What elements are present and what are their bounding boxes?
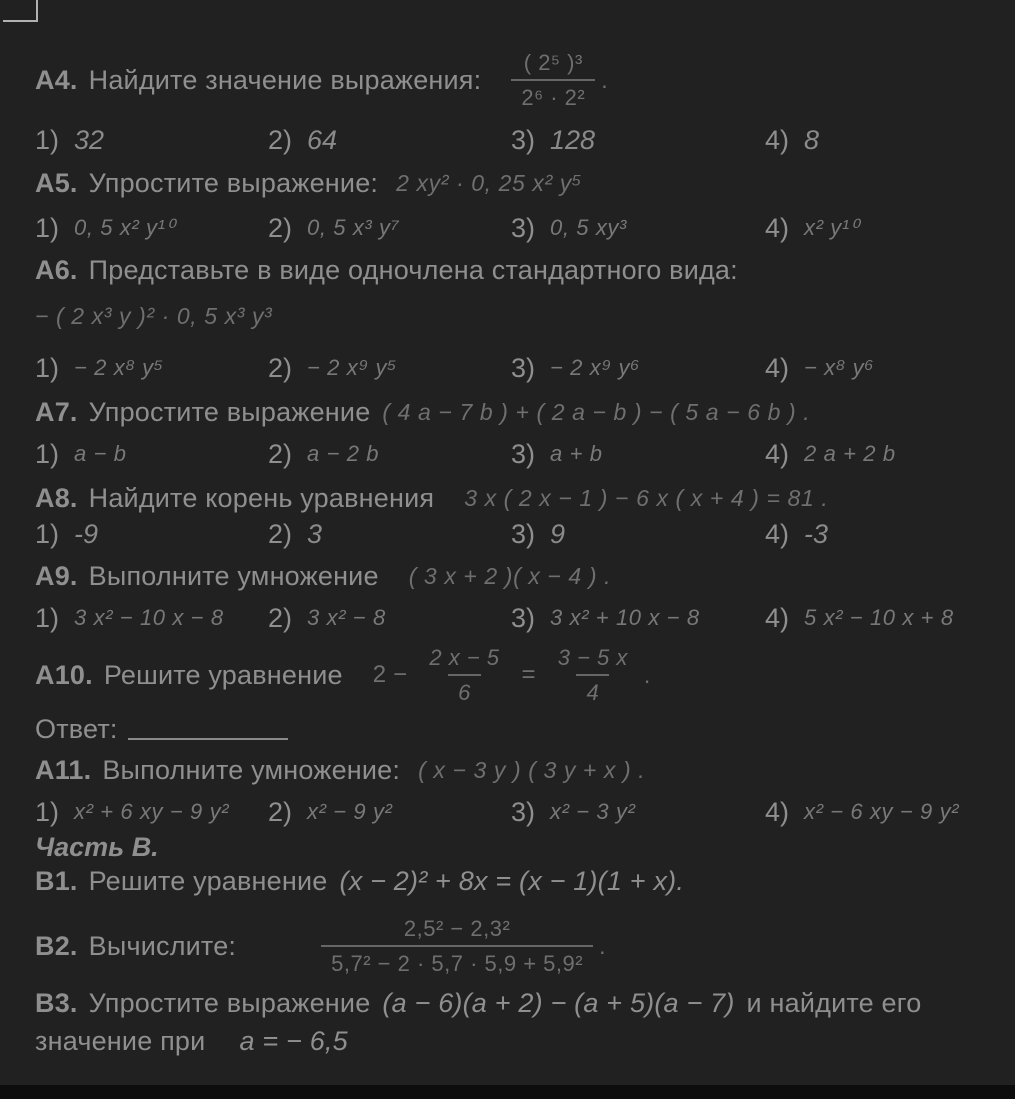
answer-value: x² + 6 xy − 9 y² [74,799,230,824]
problem-a10-fraction-right [548,645,638,706]
answer-number: 4) [765,796,790,827]
answers-a8 [35,516,1007,552]
problem-a4-fraction [511,50,595,111]
answer-number: 1) [35,518,60,549]
period: . [601,66,608,93]
answer-value: 0, 5 xy³ [550,215,627,240]
problem-a4-text: Найдите значение выражения: [88,64,482,95]
answer-value: 128 [550,124,596,155]
answer-value: 32 [74,124,105,155]
answer-value: 3 x² − 10 x − 8 [74,605,224,630]
answer-option [35,213,268,244]
fraction-numerator: 3 − 5 x [557,644,628,670]
answer-number: 1) [35,352,60,383]
answer-option [268,353,511,384]
equals-sign: = [521,661,536,688]
answer-number: 4) [765,212,790,243]
problem-a6-expression: − ( 2 x³ y )² · 0, 5 x³ y³ [35,302,273,329]
answer-value: x² − 3 y² [550,799,636,824]
problem-a4-label: A4. [35,64,78,95]
answers-a11 [35,794,1007,830]
answer-value: 2 a + 2 b [804,441,896,466]
answer-number: 2) [268,212,293,243]
answer-value: a − b [74,441,127,466]
answer-value: 3 x² − 8 [307,605,386,630]
problem-a9-expression: ( 3 x + 2 )( x − 4 ) . [408,562,612,589]
answer-option [268,213,511,244]
problem-a6-label: A6. [35,254,78,285]
answer-option [268,603,511,634]
answer-option [35,519,268,550]
answer-option [765,213,1007,244]
answer-number: 3) [511,796,536,827]
answer-option [511,797,765,828]
answer-number: 1) [35,438,60,469]
answer-number: 2) [268,796,293,827]
answer-option [35,439,268,470]
problem-b3-expression: (a − 6)(a + 2) − (a + 5)(a − 7) [382,987,735,1018]
answer-number: 1) [35,602,60,633]
answer-option [511,439,765,470]
answers-a5 [35,208,1007,248]
problem-a11 [35,752,1007,788]
fraction-numerator: ( 2⁵ )³ [523,49,583,75]
answer-value: -9 [74,518,99,549]
problem-b2-fraction [321,916,593,977]
problem-a10-label: A10. [35,659,93,690]
answer-number: 2) [268,518,293,549]
answer-value: a − 2 b [307,441,380,466]
answer-option [511,125,765,156]
answer-option [511,213,765,244]
period: . [599,932,606,959]
problem-b2 [35,910,1007,982]
problem-b3-line2 [35,1022,1007,1060]
answer-option [35,353,268,384]
period: . [643,661,651,688]
answer-value: 64 [307,124,338,155]
answer-value: x² − 6 xy − 9 y² [804,799,960,824]
problem-b3-text-continued: и найдите его [746,987,922,1018]
problem-a9-label: A9. [35,560,78,591]
problem-b3-text: Упростите выражение [88,987,371,1018]
answer-option [35,797,268,828]
answer-value: 0, 5 x² y¹⁰ [74,215,176,240]
fraction-numerator: 2,5² − 2,3² [403,915,511,941]
answer-option [765,603,1007,634]
problem-a7-label: A7. [35,396,78,427]
answer-value: 0, 5 x³ y⁷ [307,215,400,240]
answer-value: x² y¹⁰ [804,215,860,240]
answer-number: 1) [35,796,60,827]
answer-option [765,797,1007,828]
answer-option [268,519,511,550]
problem-b2-label: B2. [35,930,78,961]
problem-a7 [35,394,1007,430]
fraction-denominator: 5,7² − 2 · 5,7 · 5,9 + 5,9² [321,945,593,976]
problem-a6-expression-row [35,296,1007,336]
answer-option [35,125,268,156]
answer-line [35,712,1007,746]
answer-option [268,125,511,156]
problem-a8-text: Найдите корень уравнения [88,482,435,513]
part-b-heading: Часть В. [35,831,159,862]
answer-value: a + b [550,441,603,466]
answer-number: 3) [511,518,536,549]
answer-number: 3) [511,438,536,469]
answers-a4 [35,122,1007,158]
answer-value: − 2 x⁹ y⁵ [307,355,397,380]
answer-option [268,797,511,828]
fraction-denominator: 4 [576,674,609,705]
answer-option [765,439,1007,470]
answer-option [765,125,1007,156]
problem-a10-text: Решите уравнение [103,659,343,690]
bottom-black-bar [0,1085,1015,1099]
answer-option [268,439,511,470]
problem-a4 [35,40,1007,120]
problem-b2-text: Вычислите: [88,930,237,961]
problem-a10-fraction-left [419,645,509,706]
answer-number: 4) [765,518,790,549]
answer-number: 4) [765,352,790,383]
problem-b3-condition-text: значение при [35,1025,206,1056]
problem-a9-text: Выполните умножение [88,560,379,591]
problem-a8 [35,480,1007,516]
answer-value: 5 x² − 10 x + 8 [804,605,954,630]
problem-b1 [35,862,1007,900]
answer-number: 1) [35,212,60,243]
problem-a6 [35,252,1007,288]
problem-a11-text: Выполните умножение: [102,754,401,785]
answers-a9 [35,600,1007,636]
answer-option [511,603,765,634]
answer-value: − 2 x⁸ y⁵ [74,355,164,380]
answers-a7 [35,436,1007,472]
fraction-denominator: 6 [448,674,481,705]
answer-option [35,603,268,634]
answer-number: 4) [765,438,790,469]
answer-value: x² − 9 y² [307,799,393,824]
equation-lead: 2 − [372,661,408,688]
problem-a7-text: Упростите выражение [88,396,371,427]
problem-a5-expression: 2 xy² · 0, 25 x² y⁵ [396,169,583,196]
problem-b3-label: B3. [35,987,78,1018]
problem-a8-label: A8. [35,482,78,513]
answer-option [511,353,765,384]
answer-number: 4) [765,602,790,633]
answer-number: 2) [268,124,293,155]
answer-option [765,519,1007,550]
answer-number: 2) [268,438,293,469]
test-document [35,40,1007,1060]
answer-value: − x⁸ y⁶ [804,355,874,380]
answer-number: 2) [268,352,293,383]
problem-a11-label: A11. [35,754,92,785]
answers-a6 [35,348,1007,388]
problem-b1-label: B1. [35,865,78,896]
answer-number: 3) [511,124,536,155]
problem-a5-label: A5. [35,167,78,198]
answer-option [765,353,1007,384]
fraction-numerator: 2 x − 5 [429,644,500,670]
problem-a6-text: Представьте в виде одночлена стандартного вида: [88,254,738,285]
problem-b3 [35,984,1007,1022]
answer-value: − 2 x⁹ y⁶ [550,355,640,380]
answer-value: 3 x² + 10 x − 8 [550,605,700,630]
problem-a5 [35,164,1007,202]
answer-value: -3 [804,518,829,549]
problem-b1-text: Решите уравнение [88,865,328,896]
problem-a8-expression: 3 x ( 2 x − 1 ) − 6 x ( x + 4 ) = 81 . [464,484,829,511]
answer-number: 1) [35,124,60,155]
problem-a9 [35,558,1007,594]
answer-number: 4) [765,124,790,155]
problem-b3-value: a = − 6,5 [239,1025,348,1056]
answer-number: 3) [511,602,536,633]
answer-value: 8 [804,124,820,155]
answer-value: 3 [307,518,323,549]
answer-value: 9 [550,518,566,549]
problem-a10 [35,640,1007,710]
corner-crop-mark [3,0,38,22]
answer-number: 3) [511,352,536,383]
answer-line-label: Ответ: [35,713,118,744]
problem-b1-expression: (x − 2)² + 8x = (x − 1)(1 + x). [339,865,685,896]
answer-blank-underline [128,718,288,740]
answer-number: 2) [268,602,293,633]
problem-a5-text: Упростите выражение: [88,167,379,198]
problem-a11-expression: ( x − 3 y ) ( 3 y + x ) . [418,756,646,783]
answer-number: 3) [511,212,536,243]
problem-a7-expression: ( 4 a − 7 b ) + ( 2 a − b ) − ( 5 a − 6 b ) . [382,398,811,425]
fraction-denominator: 2⁶ · 2² [511,79,595,110]
answer-option [511,519,765,550]
